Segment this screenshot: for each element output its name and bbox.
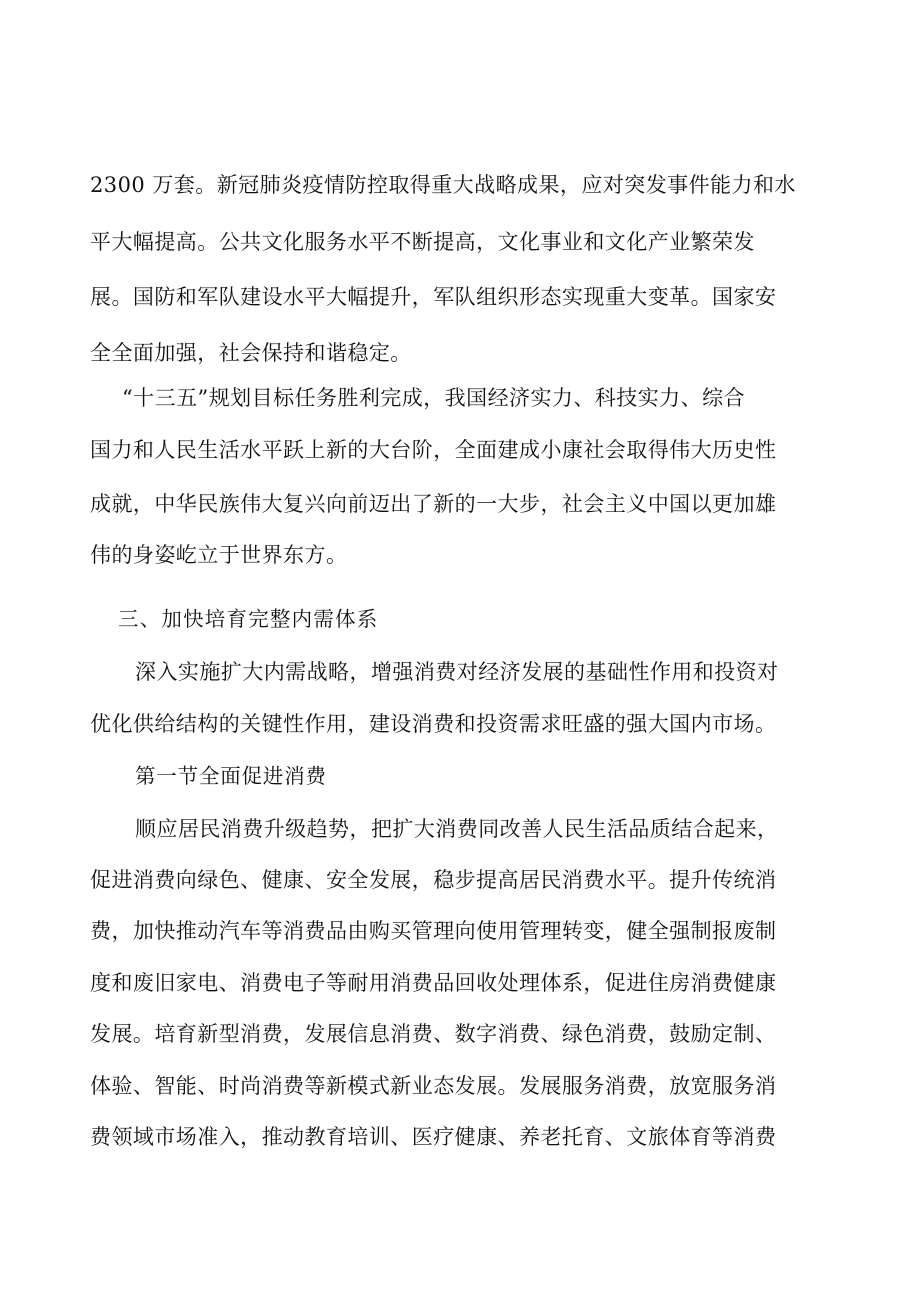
paragraph-line: 全全面加强，社会保持和谐稳定。	[90, 341, 412, 365]
paragraph-line: 顺应居民消费升级趋势，把扩大消费同改善人民生活品质结合起来，	[135, 817, 779, 841]
paragraph-line: 费领域市场准入，推动教育培训、医疗健康、养老托育、文旅体育等消费	[90, 1125, 777, 1149]
paragraph-line: 平大幅提高。公共文化服务水平不断提高，文化事业和文化产业繁荣发	[90, 230, 755, 254]
paragraph-line: 国力和人民生活水平跃上新的大台阶，全面建成小康社会取得伟大历史性	[90, 438, 777, 462]
paragraph-line: 2300 万套。新冠肺炎疫情防控取得重大战略成果，应对突发事件能力和水	[90, 173, 796, 197]
paragraph-line: 费，加快推动汽车等消费品由购买管理向使用管理转变，健全强制报废制	[90, 919, 777, 943]
paragraph-line: 优化供给结构的关键性作用，建设消费和投资需求旺盛的强大国内市场。	[90, 712, 777, 736]
paragraph-line: 发展。培育新型消费，发展信息消费、数字消费、绿色消费，鼓励定制、	[90, 1022, 777, 1046]
paragraph-line: 深入实施扩大内需战略，增强消费对经济发展的基础性作用和投资对	[135, 660, 779, 684]
paragraph-line: 展。国防和军队建设水平大幅提升，军队组织形态实现重大变革。国家安	[90, 285, 777, 309]
paragraph-line: 体验、智能、时尚消费等新模式新业态发展。发展服务消费，放宽服务消	[90, 1074, 777, 1098]
paragraph-line: “十三五”规划目标任务胜利完成，我国经济实力、科技实力、综合	[122, 386, 745, 410]
section-heading: 三、加快培育完整内需体系	[118, 607, 379, 631]
subsection-heading: 第一节全面促进消费	[135, 764, 327, 788]
paragraph-line: 成就，中华民族伟大复兴向前迈出了新的一大步，社会主义中国以更加雄	[90, 492, 777, 516]
paragraph-line: 伟的身姿屹立于世界东方。	[90, 543, 348, 567]
paragraph-line: 促进消费向绿色、健康、安全发展，稳步提高居民消费水平。提升传统消	[90, 868, 777, 892]
paragraph-line: 度和废旧家电、消费电子等耐用消费品回收处理体系，促进住房消费健康	[90, 971, 777, 995]
